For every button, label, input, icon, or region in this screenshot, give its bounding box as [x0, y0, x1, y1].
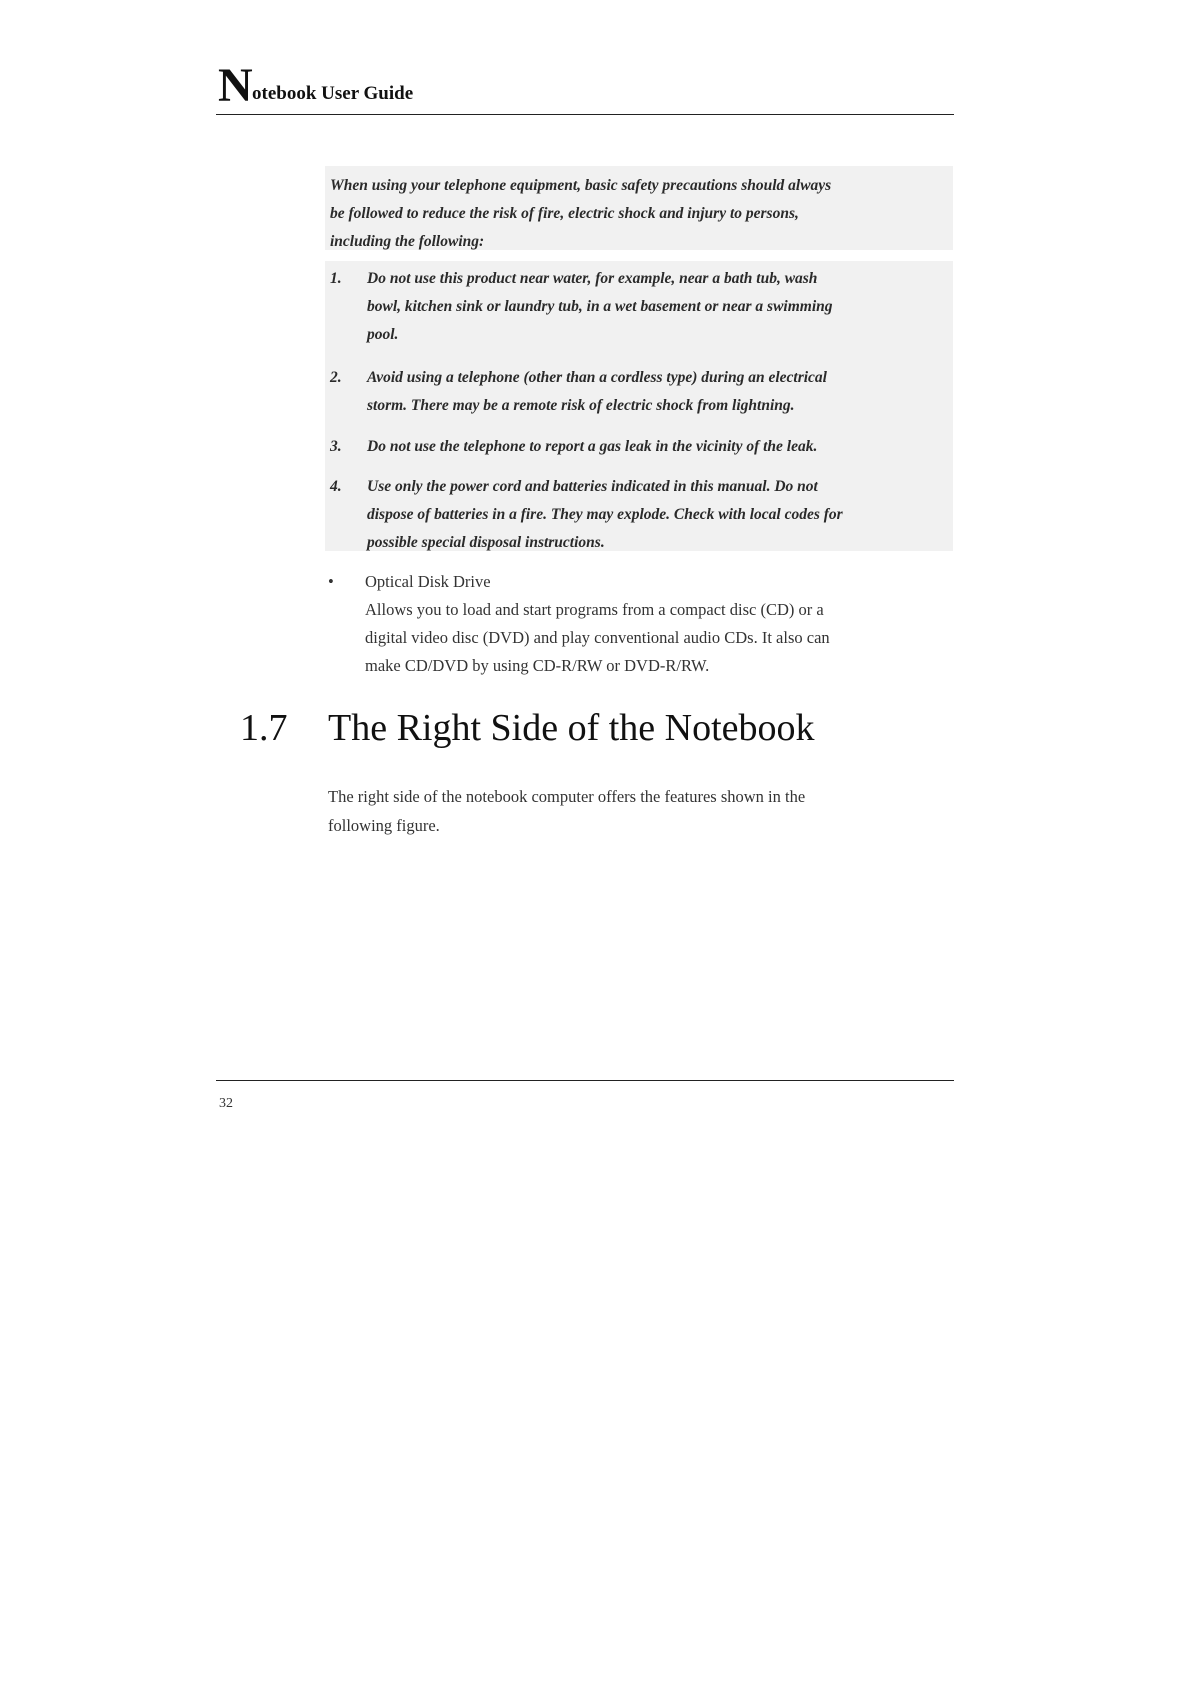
warning-item-number: 3. — [330, 438, 342, 455]
warning-item-line: Do not use this product near water, for example, near a bath tub, wash — [367, 270, 818, 287]
warning-item-line: possible special disposal instructions. — [367, 534, 605, 551]
warning-item-line: pool. — [367, 326, 399, 343]
section-number: 1.7 — [240, 707, 288, 749]
warning-list — [325, 261, 953, 551]
section-title: The Right Side of the Notebook — [328, 707, 815, 749]
page-number: 32 — [219, 1096, 233, 1111]
warning-item-line: Do not use the telephone to report a gas leak in the vicinity of the leak. — [367, 438, 818, 455]
warning-item-line: storm. There may be a remote risk of electric shock from lightning. — [367, 397, 795, 414]
bullet-line: Allows you to load and start programs from a compact disc (CD) or a — [365, 600, 824, 619]
warning-item-line: Avoid using a telephone (other than a cordless type) during an electrical — [367, 369, 827, 386]
warning-item-number: 2. — [330, 369, 342, 386]
section-paragraph — [328, 782, 928, 840]
warning-intro — [325, 166, 953, 250]
warning-intro-line: including the following: — [330, 233, 485, 250]
page-header — [216, 59, 954, 115]
bullet-line: make CD/DVD by using CD-R/RW or DVD-R/RW. — [365, 656, 710, 675]
warning-item-number: 1. — [330, 270, 342, 287]
warning-item-line: dispose of batteries in a fire. They may explode. Check with local codes for — [367, 506, 843, 523]
header-title-initial: N — [218, 59, 253, 112]
warning-item-number: 4. — [330, 478, 342, 495]
warning-intro-line: be followed to reduce the risk of fire, electric shock and injury to persons, — [330, 205, 799, 222]
paragraph-line: The right side of the notebook computer offers the features shown in the — [328, 787, 806, 806]
bullet-title: Optical Disk Drive — [365, 572, 491, 591]
header-title-rest: otebook User Guide — [252, 83, 414, 104]
warning-intro-line: When using your telephone equipment, basic safety precautions should always — [330, 177, 832, 194]
bullet-symbol: • — [328, 572, 334, 591]
warning-item-line: bowl, kitchen sink or laundry tub, in a wet basement or near a swimming — [367, 298, 833, 315]
bullet-line: digital video disc (DVD) and play conventional audio CDs. It also can — [365, 628, 830, 647]
warning-item-line: Use only the power cord and batteries indicated in this manual. Do not — [367, 478, 818, 495]
footer-divider — [216, 1080, 954, 1081]
paragraph-line: following figure. — [328, 816, 440, 835]
